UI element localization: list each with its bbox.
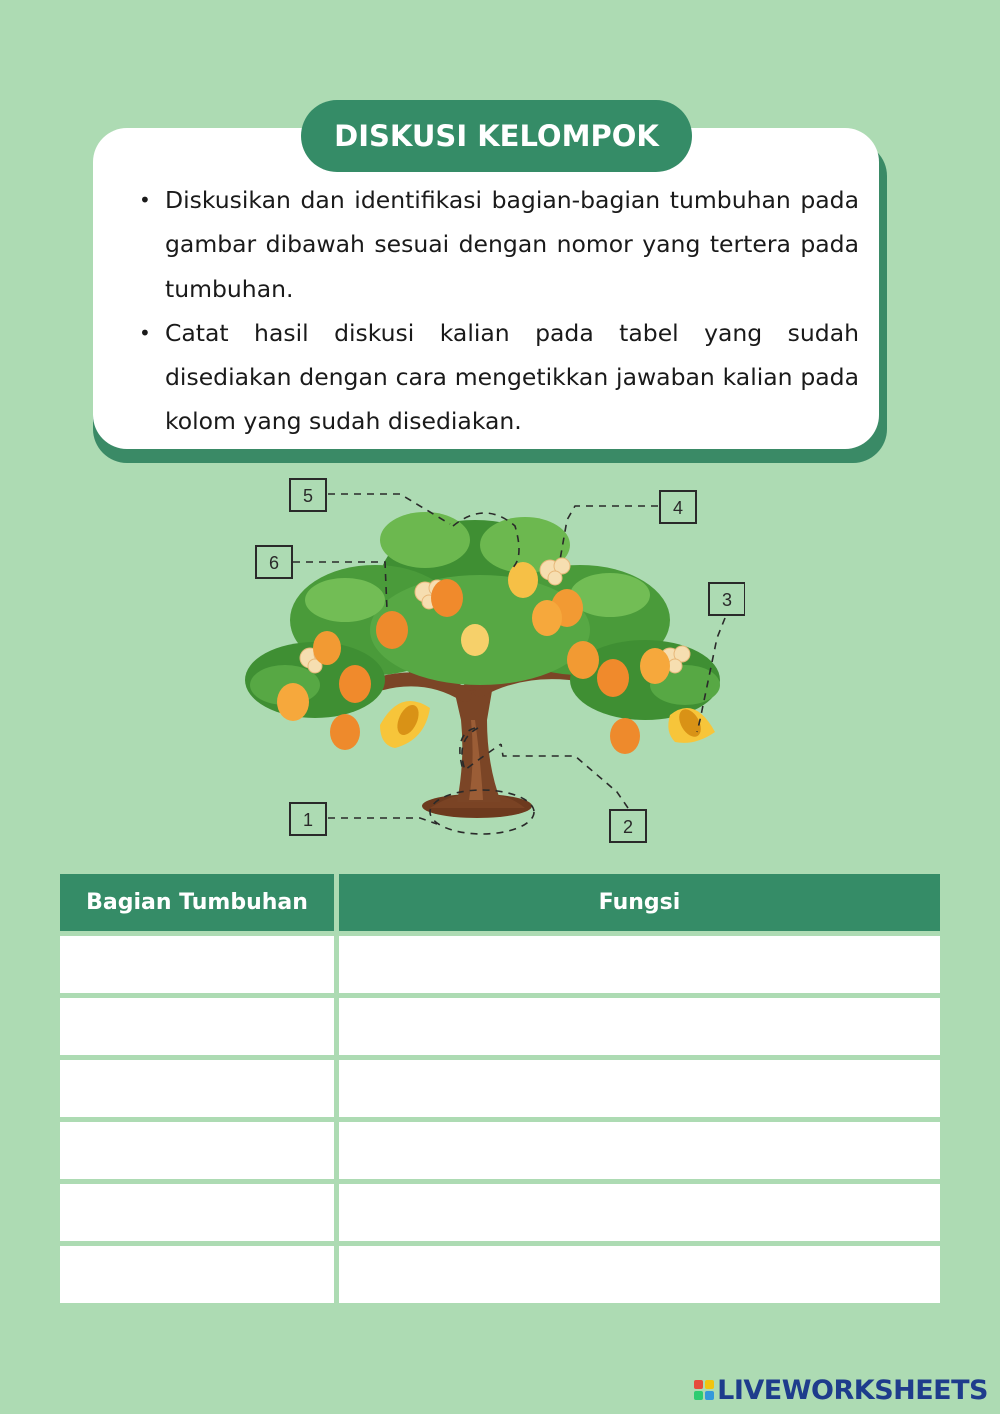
table-row xyxy=(60,1184,940,1241)
table-row xyxy=(60,936,940,993)
answer-cell-fungsi-6[interactable] xyxy=(339,1246,940,1303)
table-row xyxy=(60,1122,940,1179)
answer-cell-bagian-4[interactable] xyxy=(60,1122,334,1179)
answer-cell-bagian-1[interactable] xyxy=(60,936,334,993)
mango-tree-diagram xyxy=(225,470,745,850)
label-box-6 xyxy=(256,546,292,578)
table-row xyxy=(60,1060,940,1117)
answer-table xyxy=(60,874,940,1308)
instruction-item: • Catat hasil diskusi kalian pada tabel yang sudah disediakan dengan cara mengetikkan jawaban kalian pada kolom yang sudah disediakan. xyxy=(135,311,859,444)
page-title: DISKUSI KELOMPOK xyxy=(301,100,692,172)
header-fungsi: Fungsi xyxy=(339,874,940,931)
answer-cell-bagian-3[interactable] xyxy=(60,1060,334,1117)
liveworksheets-logo-icon xyxy=(694,1380,714,1400)
answer-cell-fungsi-1[interactable] xyxy=(339,936,940,993)
liveworksheets-logo[interactable] xyxy=(694,1374,988,1406)
table-row xyxy=(60,1246,940,1303)
label-number-3: 3 xyxy=(721,590,733,610)
answer-cell-bagian-5[interactable] xyxy=(60,1184,334,1241)
label-box-2 xyxy=(610,810,646,842)
label-box-5 xyxy=(290,479,326,511)
label-box-1 xyxy=(290,803,326,835)
answer-cell-bagian-6[interactable] xyxy=(60,1246,334,1303)
answer-cell-bagian-2[interactable] xyxy=(60,998,334,1055)
instruction-item: • Diskusikan dan identifikasi bagian-bagian tumbuhan pada gambar dibawah sesuai dengan nomor yang tertera pada tumbuhan. xyxy=(135,178,859,311)
answer-cell-fungsi-4[interactable] xyxy=(339,1122,940,1179)
label-number-5: 5 xyxy=(302,486,314,506)
table-row xyxy=(60,998,940,1055)
label-box-4 xyxy=(660,491,696,523)
instruction-list xyxy=(135,178,859,444)
header-bagian-tumbuhan: Bagian Tumbuhan xyxy=(60,874,334,931)
label-number-2: 2 xyxy=(622,817,634,837)
label-number-6: 6 xyxy=(268,553,280,573)
answer-cell-fungsi-5[interactable] xyxy=(339,1184,940,1241)
trunk-illustration xyxy=(453,685,501,802)
label-box-3 xyxy=(709,583,745,615)
answer-cell-fungsi-2[interactable] xyxy=(339,998,940,1055)
label-number-1: 1 xyxy=(302,810,314,830)
label-number-4: 4 xyxy=(672,498,684,518)
table-header-row xyxy=(60,874,940,931)
logo-text: LIVEWORKSHEETS xyxy=(717,1374,988,1406)
answer-cell-fungsi-3[interactable] xyxy=(339,1060,940,1117)
